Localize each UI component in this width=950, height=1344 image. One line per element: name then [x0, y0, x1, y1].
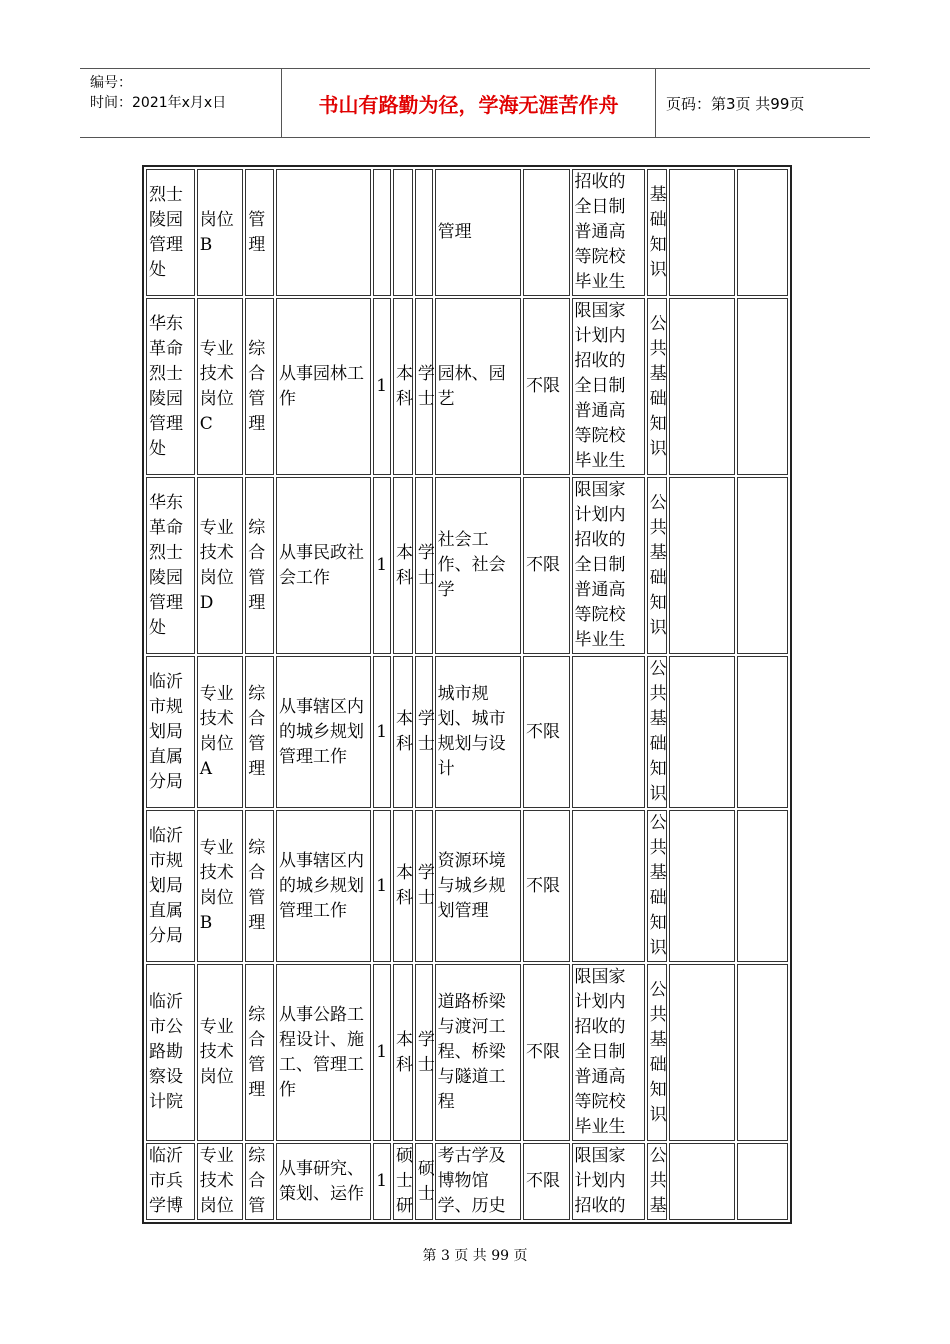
cell-extra-1	[669, 477, 735, 654]
cell-degree: 学士	[415, 477, 433, 654]
page-header	[80, 68, 870, 138]
page-footer: 第 3 页 共 99 页	[422, 1248, 528, 1264]
cell-extra-2	[737, 298, 788, 475]
table-row	[146, 964, 788, 1141]
table-row	[146, 169, 788, 296]
cell-unit: 烈士陵园管理处	[146, 169, 195, 296]
cell-other	[572, 656, 645, 808]
cell-degree: 学士	[415, 964, 433, 1141]
cell-extra-2	[737, 810, 788, 962]
cell-extra-1	[669, 298, 735, 475]
cell-degree: 学士	[415, 298, 433, 475]
header-motto: 书山有路勤为径，学海无涯苦作舟	[282, 69, 656, 137]
cell-age: 不限	[523, 298, 570, 475]
cell-num: 1	[373, 1143, 391, 1220]
cell-type: 综合管理	[245, 964, 274, 1141]
cell-post: 岗位B	[197, 169, 244, 296]
cell-unit: 华东革命烈士陵园管理处	[146, 477, 195, 654]
cell-num: 1	[373, 810, 391, 962]
cell-exam: 公共基	[647, 1143, 667, 1220]
cell-major: 道路桥梁与渡河工程、桥梁与隧道工程	[435, 964, 521, 1141]
cell-type: 管理	[245, 169, 274, 296]
cell-age: 不限	[523, 477, 570, 654]
cell-major: 资源环境与城乡规划管理	[435, 810, 521, 962]
table-row	[146, 1143, 788, 1220]
cell-major: 考古学及博物馆学、历史	[435, 1143, 521, 1220]
cell-post: 专业技术岗位A	[197, 656, 244, 808]
cell-extra-1	[669, 169, 735, 296]
cell-unit: 临沂市规划局直属分局	[146, 656, 195, 808]
cell-extra-2	[737, 964, 788, 1141]
cell-exam: 公共基础知识	[647, 810, 667, 962]
cell-duty	[276, 169, 371, 296]
cell-edu: 本科	[393, 656, 413, 808]
cell-exam: 公共基础知识	[647, 298, 667, 475]
cell-edu: 本科	[393, 964, 413, 1141]
cell-post: 专业技术岗位	[197, 1143, 244, 1220]
cell-age: 不限	[523, 810, 570, 962]
cell-exam: 公共基础知识	[647, 477, 667, 654]
cell-post: 专业技术岗位B	[197, 810, 244, 962]
cell-duty: 从事研究、策划、运作	[276, 1143, 371, 1220]
cell-num: 1	[373, 964, 391, 1141]
cell-other: 限国家计划内招收的	[572, 1143, 645, 1220]
cell-unit: 临沂市公路勘察设计院	[146, 964, 195, 1141]
cell-other: 限国家计划内招收的全日制普通高等院校毕业生	[572, 964, 645, 1141]
cell-degree	[415, 169, 433, 296]
cell-num	[373, 169, 391, 296]
cell-major: 园林、园艺	[435, 298, 521, 475]
cell-extra-2	[737, 169, 788, 296]
cell-type: 综合管理	[245, 298, 274, 475]
cell-other: 招收的全日制普通高等院校毕业生	[572, 169, 645, 296]
cell-age: 不限	[523, 964, 570, 1141]
cell-other: 限国家计划内招收的全日制普通高等院校毕业生	[572, 298, 645, 475]
cell-unit: 临沂市兵学博	[146, 1143, 195, 1220]
cell-edu: 本科	[393, 810, 413, 962]
cell-edu: 本科	[393, 477, 413, 654]
header-meta	[80, 69, 282, 137]
cell-major: 城市规划、城市规划与设计	[435, 656, 521, 808]
cell-exam: 公共基础知识	[647, 964, 667, 1141]
cell-duty: 从事民政社会工作	[276, 477, 371, 654]
table-row	[146, 810, 788, 962]
cell-age: 不限	[523, 1143, 570, 1220]
header-page-info: 页码：第3页 共99页	[666, 94, 805, 113]
cell-degree: 学士	[415, 656, 433, 808]
cell-unit: 华东革命烈士陵园管理处	[146, 298, 195, 475]
cell-extra-1	[669, 1143, 735, 1220]
cell-extra-2	[737, 656, 788, 808]
cell-extra-2	[737, 1143, 788, 1220]
cell-type: 综合管理	[245, 656, 274, 808]
table-row	[146, 298, 788, 475]
cell-duty: 从事园林工作	[276, 298, 371, 475]
cell-type: 综合管理	[245, 477, 274, 654]
cell-extra-1	[669, 964, 735, 1141]
cell-type: 综合管理	[245, 810, 274, 962]
cell-age: 不限	[523, 656, 570, 808]
cell-type: 综合管	[245, 1143, 274, 1220]
cell-post: 专业技术岗位C	[197, 298, 244, 475]
cell-major: 管理	[435, 169, 521, 296]
cell-other: 限国家计划内招收的全日制普通高等院校毕业生	[572, 477, 645, 654]
cell-post: 专业技术岗位	[197, 964, 244, 1141]
cell-major: 社会工作、社会学	[435, 477, 521, 654]
cell-duty: 从事辖区内的城乡规划管理工作	[276, 656, 371, 808]
cell-exam: 基础知识	[647, 169, 667, 296]
cell-extra-2	[737, 477, 788, 654]
cell-edu	[393, 169, 413, 296]
cell-num: 1	[373, 477, 391, 654]
positions-table	[142, 165, 792, 1224]
cell-extra-1	[669, 656, 735, 808]
table-row	[146, 477, 788, 654]
number-label: 编号：	[90, 75, 132, 91]
time-label: 时间：2021年x月x日	[90, 95, 227, 111]
cell-post: 专业技术岗位D	[197, 477, 244, 654]
table-row	[146, 656, 788, 808]
cell-duty: 从事公路工程设计、施工、管理工作	[276, 964, 371, 1141]
cell-duty: 从事辖区内的城乡规划管理工作	[276, 810, 371, 962]
cell-other	[572, 810, 645, 962]
cell-edu: 本科	[393, 298, 413, 475]
cell-exam: 公共基础知识	[647, 656, 667, 808]
cell-num: 1	[373, 656, 391, 808]
cell-age	[523, 169, 570, 296]
cell-degree: 硕士	[415, 1143, 433, 1220]
cell-extra-1	[669, 810, 735, 962]
cell-unit: 临沂市规划局直属分局	[146, 810, 195, 962]
cell-degree: 学士	[415, 810, 433, 962]
cell-num: 1	[373, 298, 391, 475]
cell-edu: 硕士研	[393, 1143, 413, 1220]
